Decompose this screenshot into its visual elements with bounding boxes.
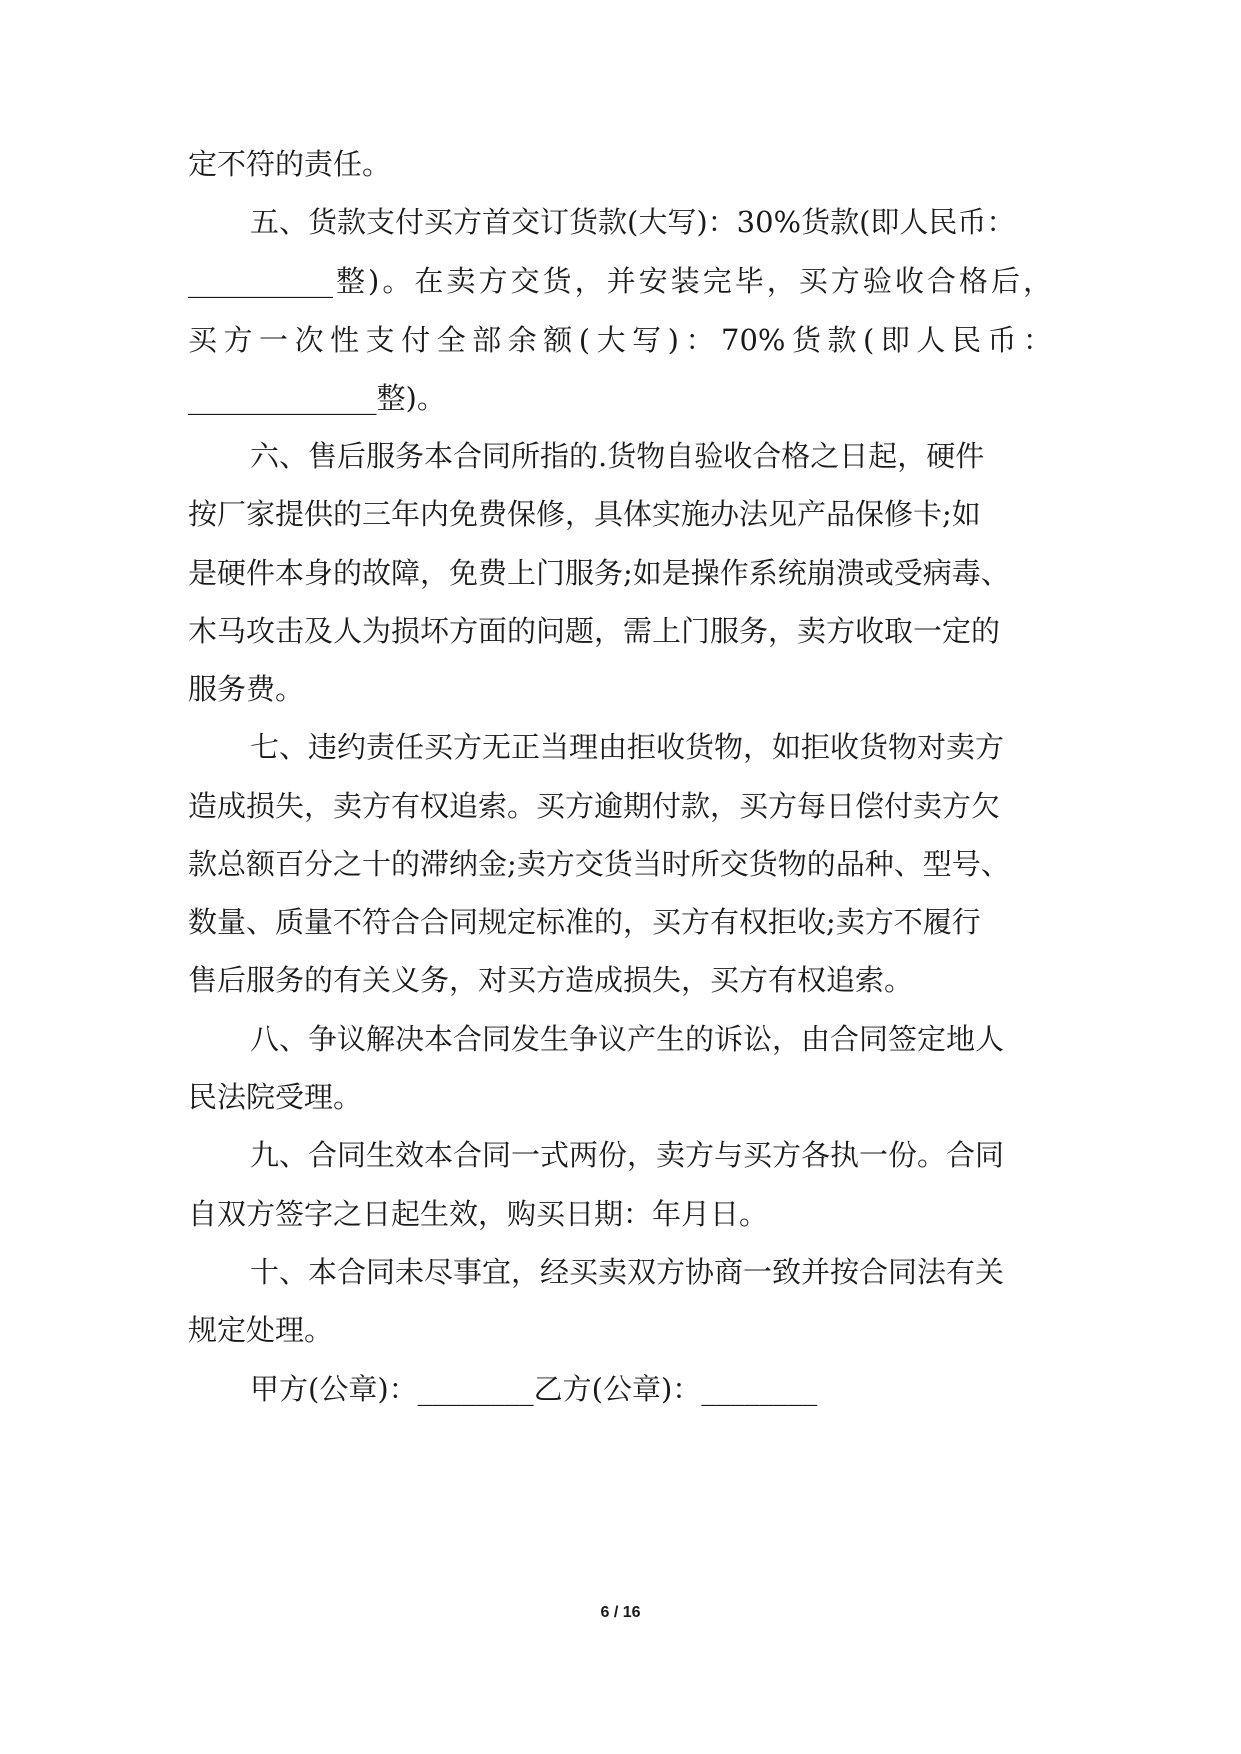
text-line: 数量、质量不符合合同规定标准的，买方有权拒收;卖方不履行 xyxy=(188,905,981,939)
text-line-clause-10: 十、本合同未尽事宜，经买卖双方协商一致并按合同法有关 xyxy=(250,1255,1005,1289)
text-line: 定不符的责任。 xyxy=(188,147,392,181)
text-line: _____________整)。 xyxy=(188,381,446,415)
text-line: 款总额百分之十的滞纳金;卖方交货当时所交货物的品种、型号、 xyxy=(188,847,1010,881)
text-line: 售后服务的有关义务，对买方造成损失，买方有权追索。 xyxy=(188,963,914,997)
text-line: 服务费。 xyxy=(188,672,305,706)
text-line-clause-7: 七、违约责任买方无正当理由拒收货物，如拒收货物对卖方 xyxy=(250,730,1005,764)
text-line: 自双方签字之日起生效，购买日期：年月日。 xyxy=(188,1197,769,1231)
text-line-clause-8: 八、争议解决本合同发生争议产生的诉讼，由合同签定地人 xyxy=(250,1022,1005,1056)
text-line: 买方一次性支付全部余额(大写)：70%货款(即人民币： xyxy=(188,323,1052,357)
text-line: 民法院受理。 xyxy=(188,1080,363,1114)
text-line-clause-6: 六、售后服务本合同所指的.货物自验收合格之日起，硬件 xyxy=(250,439,985,473)
text-line: 规定处理。 xyxy=(188,1313,334,1347)
text-line: __________整)。在卖方交货，并安装完毕，买方验收合格后， xyxy=(188,264,1052,298)
text-line-clause-9: 九、合同生效本合同一式两份，卖方与买方各执一份。合同 xyxy=(250,1138,1005,1172)
text-line: 是硬件本身的故障，免费上门服务;如是操作系统崩溃或受病毒、 xyxy=(188,556,1010,590)
page-number: 6 / 16 xyxy=(600,1604,641,1621)
text-line: 木马攻击及人为损坏方面的问题，需上门服务，卖方收取一定的 xyxy=(188,614,1001,648)
text-line: 按厂家提供的三年内免费保修，具体实施办法见产品保修卡;如 xyxy=(188,497,981,531)
text-line: 造成损失，卖方有权追索。买方逾期付款，买方每日偿付卖方欠 xyxy=(188,789,1001,823)
signature-line: 甲方(公章)：________乙方(公章)：________ xyxy=(250,1372,818,1406)
text-line-clause-5: 五、货款支付买方首交订货款(大写)：30%货款(即人民币： xyxy=(250,205,1016,239)
